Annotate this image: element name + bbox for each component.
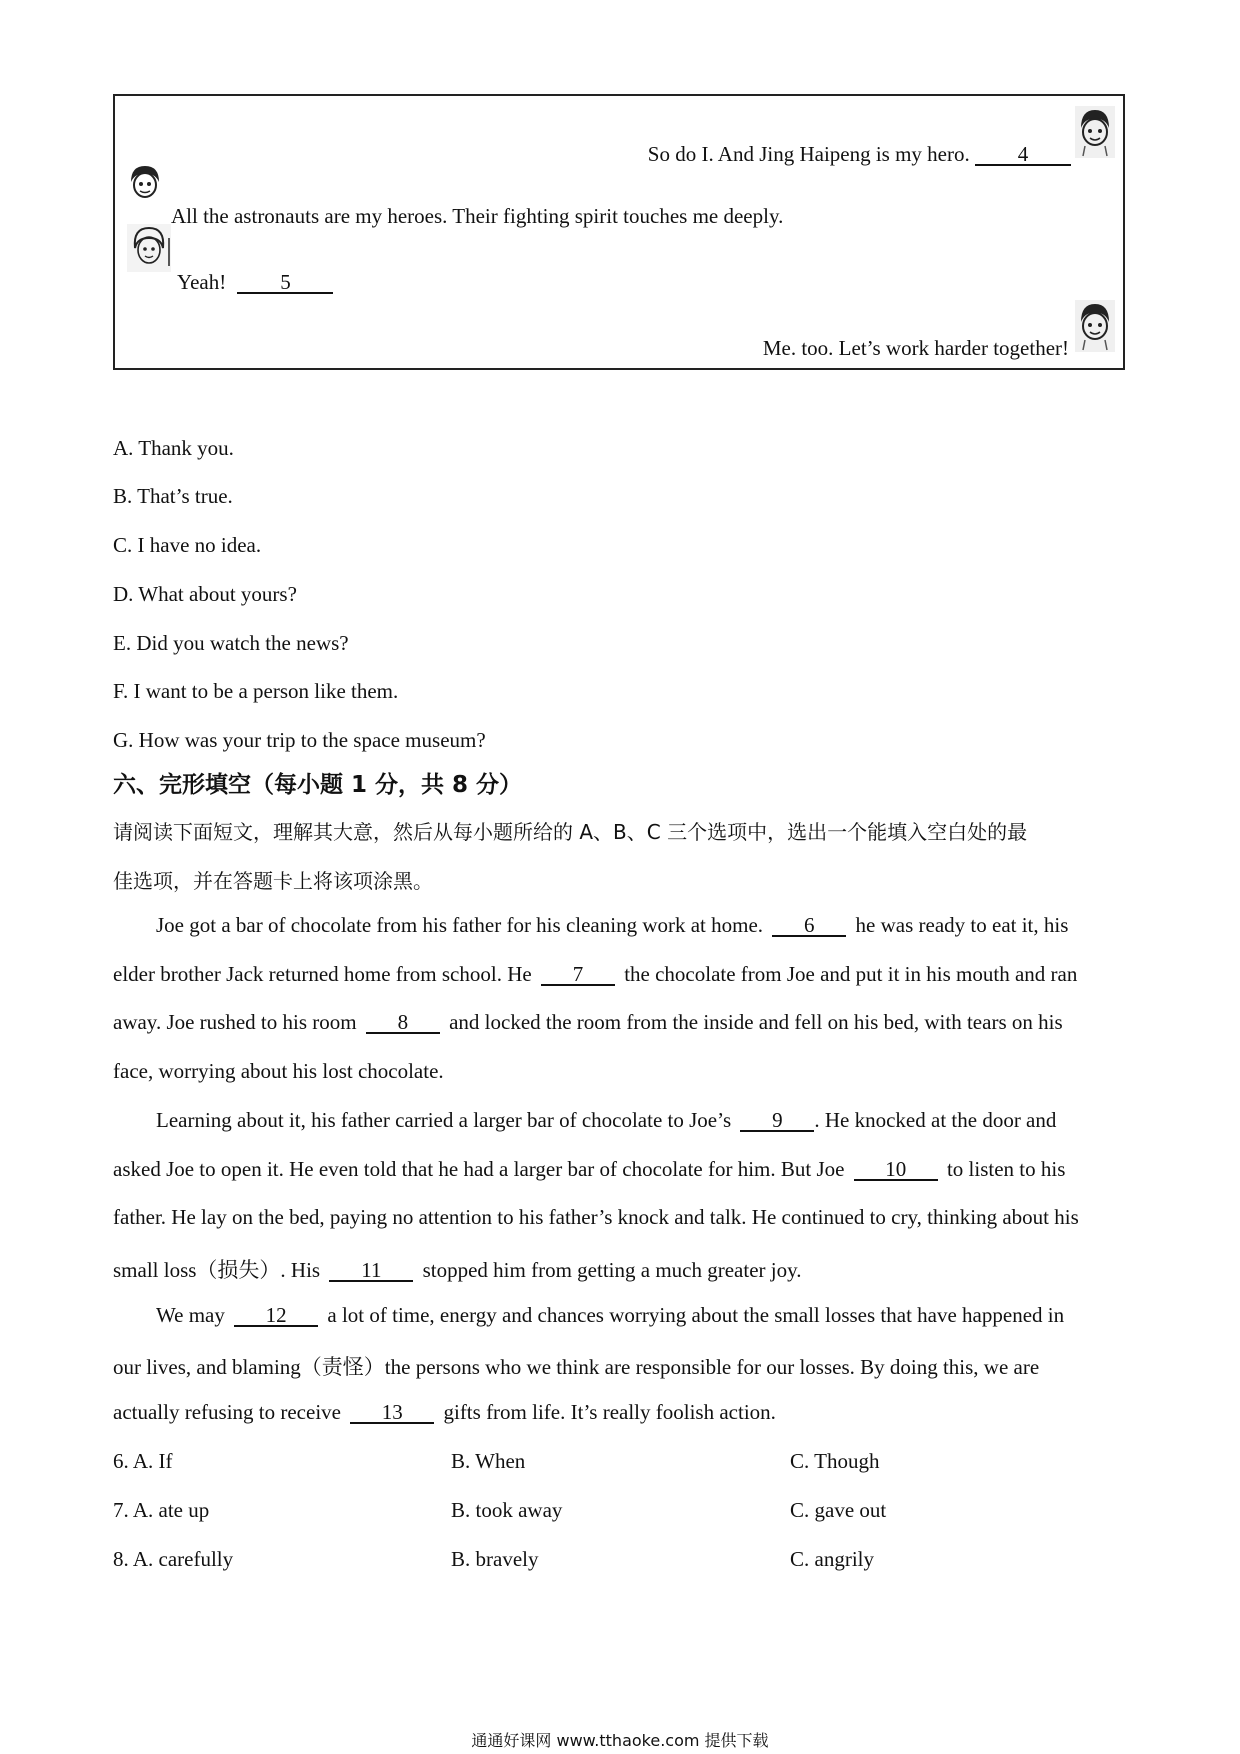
- passage-text: elder brother Jack returned home from school. He: [113, 962, 532, 986]
- dialogue-line-1-text: So do I. And Jing Haipeng is my hero.: [647, 142, 970, 166]
- question-8-option-b: B. bravely: [451, 1547, 539, 1571]
- girl-avatar-icon: [127, 224, 171, 272]
- blank-12: 12: [234, 1305, 318, 1327]
- passage-text: away. Joe rushed to his room: [113, 1010, 357, 1034]
- dialogue-line-3-text: Yeah!: [177, 270, 227, 294]
- passage-line: [113, 1400, 776, 1425]
- option-f: F. I want to be a person like them.: [113, 679, 399, 703]
- passage-line: father. He lay on the bed, paying no attention to his father’s knock and talk. He continued to cry, thinking about his: [113, 1205, 1079, 1229]
- blank-11: 11: [329, 1260, 413, 1282]
- passage-line: [156, 1108, 1056, 1133]
- option-g: G. How was your trip to the space museum?: [113, 728, 486, 752]
- passage-text: We may: [156, 1303, 225, 1327]
- dialogue-box: [113, 94, 1125, 370]
- option-b: B. That’s true.: [113, 484, 233, 508]
- question-8-option-a: 8. A. carefully: [113, 1547, 234, 1571]
- passage-line: [113, 1010, 1063, 1035]
- question-6-option-c: C. Though: [790, 1449, 880, 1473]
- passage-line: [113, 962, 1077, 987]
- instruction-line-2: 佳选项，并在答题卡上将该项涂黑。: [113, 869, 433, 893]
- question-6-option-b: B. When: [451, 1449, 526, 1473]
- section-title: 六、完形填空（每小题 1 分，共 8 分）: [113, 772, 523, 798]
- passage-text: . He knocked at the door and: [814, 1108, 1057, 1132]
- passage-text: stopped him from getting a much greater joy.: [422, 1258, 802, 1282]
- page-footer: 通通好课网 www.tthaoke.com 提供下载: [471, 1731, 769, 1750]
- passage-text: a lot of time, energy and chances worrying about the small losses that have happened in: [327, 1303, 1065, 1327]
- passage-text: asked Joe to open it. He even told that he had a larger bar of chocolate for him. But Joe: [113, 1157, 845, 1181]
- passage-text: Learning about it, his father carried a larger bar of chocolate to Joe’s: [156, 1108, 732, 1132]
- blank-10: 10: [854, 1159, 938, 1181]
- passage-text: small loss（损失）. His: [113, 1258, 321, 1282]
- boy-avatar-icon: [1075, 106, 1115, 158]
- passage-text: to listen to his: [946, 1157, 1066, 1181]
- passage-line: [156, 913, 1068, 938]
- passage-line: our lives, and blaming（责怪）the persons who we think are responsible for our losses. By doing this, we are: [113, 1355, 1040, 1379]
- dialogue-line-2: All the astronauts are my heroes. Their fighting spirit touches me deeply.: [171, 204, 784, 228]
- passage-text: Joe got a bar of chocolate from his father for his cleaning work at home.: [156, 913, 764, 937]
- passage-text: and locked the room from the inside and fell on his bed, with tears on his: [449, 1010, 1063, 1034]
- passage-line: face, worrying about his lost chocolate.: [113, 1059, 444, 1083]
- blank-8: 8: [366, 1012, 440, 1034]
- blank-5: 5: [237, 272, 333, 294]
- dialogue-line-1: [648, 142, 1071, 167]
- passage-text: gifts from life. It’s really foolish action.: [443, 1400, 776, 1424]
- boy-avatar-icon: [127, 164, 163, 204]
- passage-line: [113, 1157, 1065, 1182]
- question-7-option-c: C. gave out: [790, 1498, 887, 1522]
- dialogue-line-4: Me. too. Let’s work harder together!: [762, 336, 1069, 360]
- question-7-option-b: B. took away: [451, 1498, 563, 1522]
- passage-text: he was ready to eat it, his: [855, 913, 1069, 937]
- question-6-option-a: 6. A. If: [113, 1449, 173, 1473]
- passage-text: actually refusing to receive: [113, 1400, 341, 1424]
- blank-6: 6: [772, 915, 846, 937]
- boy-avatar-icon: [1075, 300, 1115, 352]
- option-c: C. I have no idea.: [113, 533, 262, 557]
- blank-13: 13: [350, 1402, 434, 1424]
- blank-4: 4: [975, 144, 1071, 166]
- blank-7: 7: [541, 964, 615, 986]
- option-d: D. What about yours?: [113, 582, 297, 606]
- blank-9: 9: [740, 1110, 814, 1132]
- question-7-option-a: 7. A. ate up: [113, 1498, 210, 1522]
- passage-line: [113, 1254, 801, 1284]
- passage-line: [156, 1303, 1064, 1328]
- passage-text: the chocolate from Joe and put it in his mouth and ran: [624, 962, 1078, 986]
- option-a: A. Thank you.: [113, 436, 234, 460]
- question-8-option-c: C. angrily: [790, 1547, 874, 1571]
- dialogue-line-3: [177, 270, 333, 295]
- option-e: E. Did you watch the news?: [113, 631, 349, 655]
- instruction-line-1: 请阅读下面短文，理解其大意，然后从每小题所给的 A、B、C 三个选项中，选出一个能填入空白处的最: [113, 820, 1028, 844]
